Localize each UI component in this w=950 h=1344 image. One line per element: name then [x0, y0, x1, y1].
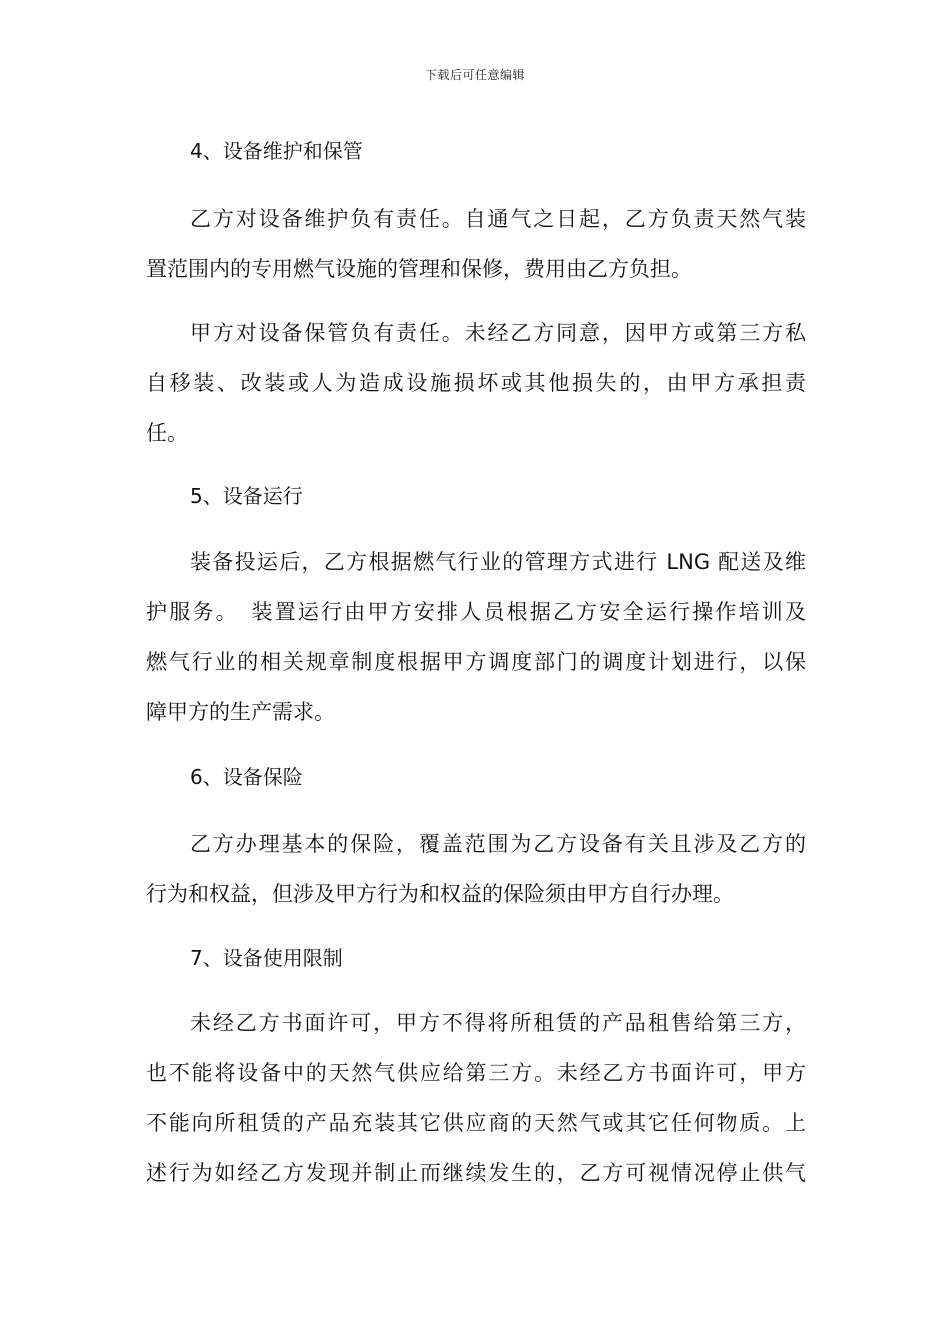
- paragraph-line: 乙方办理基本的保险，覆盖范围为乙方设备有关且涉及乙方的: [190, 832, 806, 856]
- section-heading-6: 6、设备保险: [190, 765, 303, 789]
- paragraph-line: 未经乙方书面许可，甲方不得将所租赁的产品租售给第三方，: [190, 1011, 806, 1035]
- paragraph-insurance: [146, 819, 806, 919]
- paragraph-maintenance: [146, 194, 806, 294]
- paragraph-line: 置范围内的专用燃气设施的管理和保修，费用由乙方负担。: [146, 257, 692, 281]
- section-heading-7: 7、设备使用限制: [190, 946, 343, 970]
- paragraph-line: 甲方对设备保管负有责任。未经乙方同意，因甲方或第三方私: [190, 321, 806, 345]
- paragraph-line: 行为和权益，但涉及甲方行为和权益的保险须由甲方自行办理。: [146, 882, 734, 906]
- paragraph-line: 护服务。 装置运行由甲方安排人员根据乙方安全运行操作培训及: [146, 600, 806, 624]
- paragraph-line: 也不能将设备中的天然气供应给第三方。未经乙方书面许可，甲方: [146, 1061, 806, 1085]
- paragraph-line: 不能向所租赁的产品充装其它供应商的天然气或其它任何物质。上: [146, 1111, 806, 1135]
- paragraph-line: 装备投运后，乙方根据燃气行业的管理方式进行 LNG 配送及维: [190, 550, 806, 574]
- paragraph-line: 述行为如经乙方发现并制止而继续发生的，乙方可视情况停止供气: [146, 1161, 806, 1185]
- paragraph-usage-restriction: [146, 998, 806, 1198]
- paragraph-custody: [146, 308, 806, 458]
- section-heading-4: 4、设备维护和保管: [190, 139, 363, 163]
- paragraph-operation: [146, 537, 806, 737]
- paragraph-line: 自移装、改装或人为造成设施损坏或其他损失的，由甲方承担责: [146, 371, 806, 395]
- paragraph-line: 乙方对设备维护负有责任。自通气之日起，乙方负责天然气装: [190, 207, 806, 231]
- paragraph-line: 任。: [146, 421, 188, 445]
- paragraph-line: 障甲方的生产需求。: [146, 700, 335, 724]
- section-heading-5: 5、设备运行: [190, 484, 303, 508]
- page-header-note: 下载后可任意编辑: [424, 68, 525, 82]
- paragraph-line: 燃气行业的相关规章制度根据甲方调度部门的调度计划进行，以保: [146, 650, 806, 674]
